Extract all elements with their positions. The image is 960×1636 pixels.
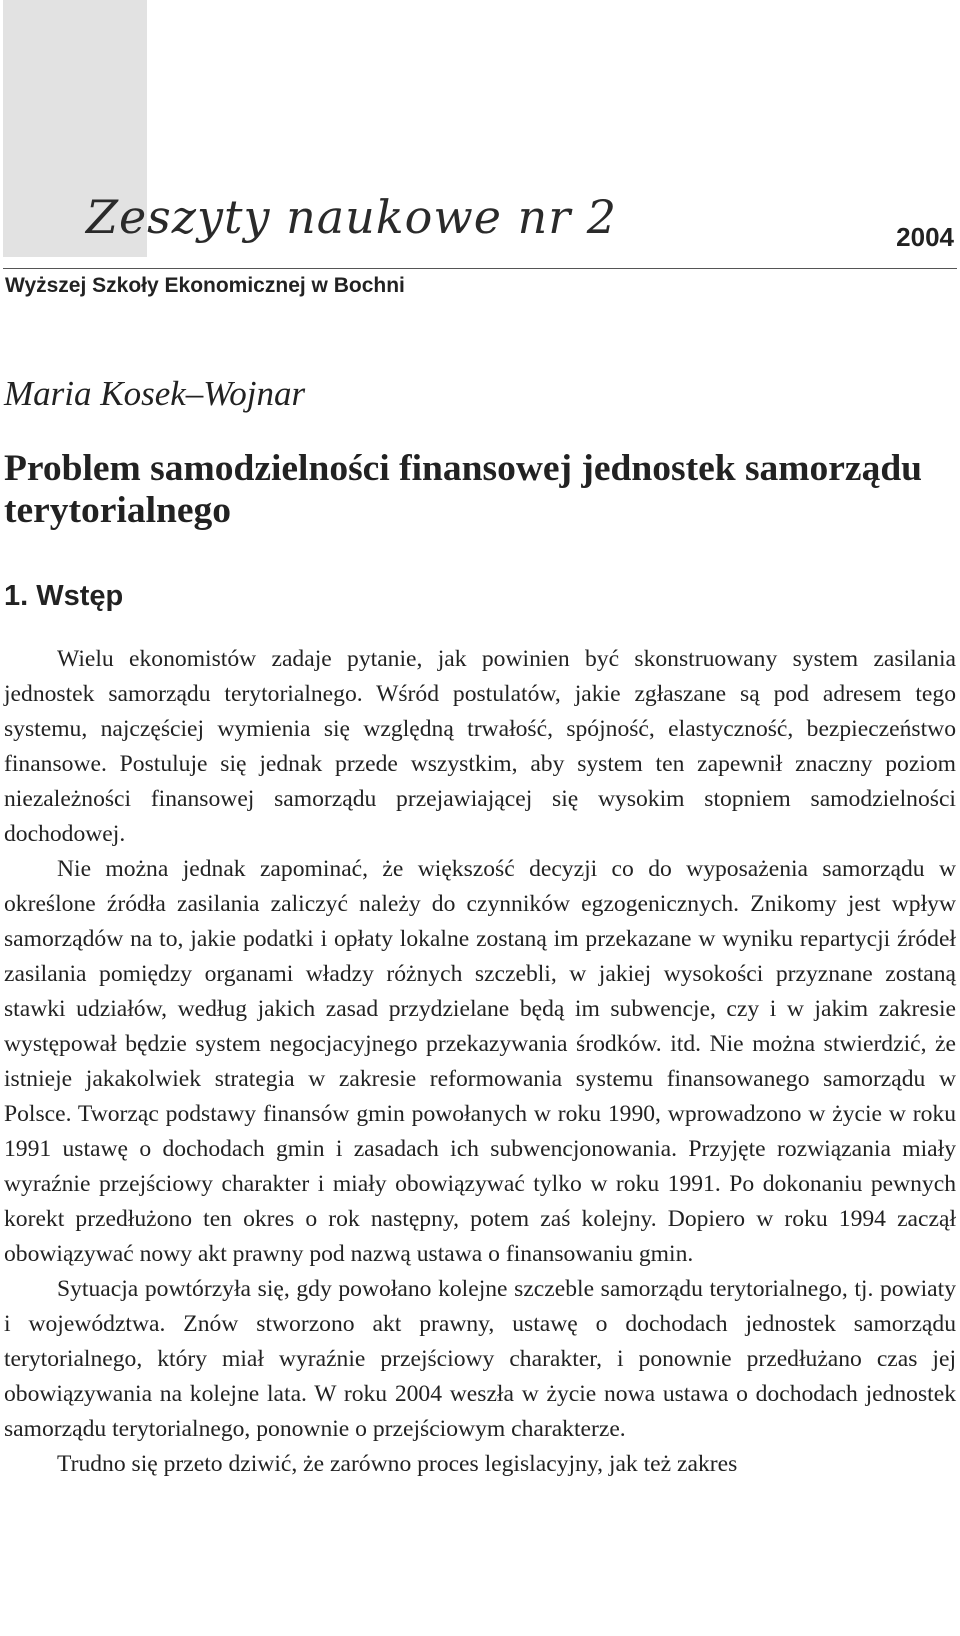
section-heading: 1. Wstęp [4, 580, 124, 612]
journal-title: Zeszyty naukowe nr 2 [86, 190, 618, 244]
body-paragraph: Trudno się przeto dziwić, że zarówno proces legislacyjny, jak też zakres [57, 1451, 738, 1477]
body-paragraph: Nie można jednak zapominać, że większość decyzji co do wyposażenia samorządu w określone źródła zasilania zaliczyć należy do czynników egzogenicznych. Znikomy jest wpływ samorządów na to, jakie podatki i opłaty lokalne zostaną im przekazane w wyniku repartycji źródeł zasilania pomiędzy organami władzy różnych szczebli, w jakiej wysokości przyznane zostaną stawki udziałów, według jakich zasad przydzielane będą im subwencje, czy i w jakim zakresie występował będzie system negocjacyjnego przekazywania środków. itd. Nie można stwierdzić, że istnieje jakakolwiek strategia w zakresie reformowania systemu finansowanego samorządu w Polsce. Tworząc podstawy finansów gmin powołanych w roku 1990, wprowadzono w życie w roku 1991 ustawę o dochodach gmin i zasadach ich subwencjonowania. Przyjęte rozwiązania miały wyraźnie przejściowy charakter i miały obowiązywać tylko w roku 1991. Po dokonaniu pewnych korekt przedłużono ten okres o rok następny, potem zaś kolejny. Dopiero w roku 1994 zaczął obowiązywać nowy akt prawny pod nazwą ustawa o finansowaniu gmin. [4, 856, 956, 1267]
school-name: Wyższej Szkoły Ekonomicznej w Bochni [5, 274, 405, 297]
header-divider [3, 268, 957, 269]
body-paragraph: Wielu ekonomistów zadaje pytanie, jak powinien być skonstruowany system zasilania jednostek samorządu terytorialnego. Wśród postulatów, jakie zgłaszane są pod adresem tego systemu, najczęściej wymienia się względną trwałość, spójność, elastyczność, bezpieczeństwo finansowe. Postuluje się jednak przede wszystkim, aby system ten zapewnił znaczny poziom niezależności finansowej samorządu przejawiającej się wysokim stopniem samodzielności dochodowej. [4, 646, 956, 847]
article-author: Maria Kosek–Wojnar [4, 374, 306, 413]
article-body [4, 642, 956, 1482]
body-paragraph: Sytuacja powtórzyła się, gdy powołano kolejne szczeble samorządu terytorialnego, tj. powiaty i województwa. Znów stworzono akt prawny, ustawę o dochodach jednostek samorządu terytorialnego, który miał wyraźnie przejściowy charakter, i ponownie przedłużano czas jej obowiązywania na kolejne lata. W roku 2004 weszła w życie nowa ustawa o dochodach jednostek samorządu terytorialnego, ponownie o przejściowym charakterze. [4, 1276, 956, 1442]
issue-year: 2004 [896, 222, 954, 252]
article-title: Problem samodzielności finansowej jednostek samorządu terytorialnego [4, 448, 923, 531]
